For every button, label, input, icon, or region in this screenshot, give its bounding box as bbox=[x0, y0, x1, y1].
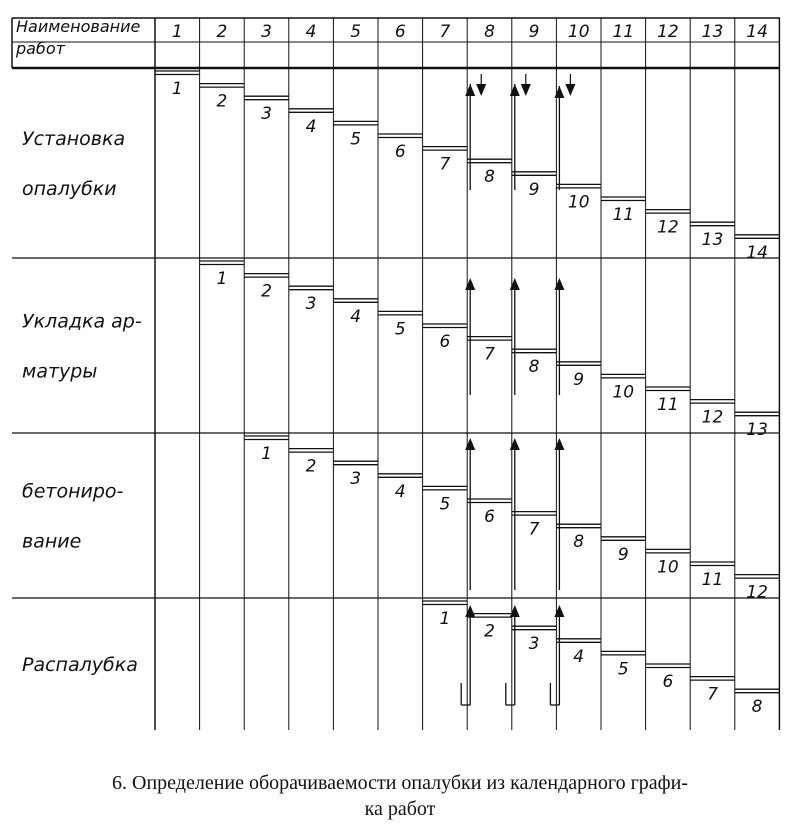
step-number: 5 bbox=[350, 129, 362, 150]
header-name-line2: работ bbox=[16, 39, 65, 58]
step-number: 8 bbox=[528, 357, 540, 378]
caption-line-2: ка работ bbox=[364, 798, 436, 820]
step-number: 12 bbox=[657, 217, 679, 238]
caption-line-1: 6. Определение оборачиваемости опалубки из календарного графи- bbox=[112, 772, 688, 794]
step-number: 6 bbox=[439, 332, 451, 352]
step-number: 12 bbox=[701, 407, 724, 428]
step-number: 7 bbox=[484, 344, 495, 365]
step-number: 4 bbox=[350, 306, 362, 327]
day-number: 1 bbox=[171, 22, 183, 42]
step-number: 1 bbox=[439, 609, 451, 629]
arrow-head bbox=[521, 84, 531, 96]
step-number: 9 bbox=[573, 369, 585, 390]
row-label-line: Установка bbox=[22, 128, 126, 150]
step-number: 8 bbox=[573, 532, 585, 553]
step-number: 9 bbox=[617, 544, 629, 565]
step-number: 8 bbox=[751, 697, 763, 718]
arrow-head bbox=[565, 84, 575, 96]
arrow-head bbox=[476, 84, 486, 96]
step-number: 2 bbox=[305, 456, 317, 477]
day-number: 10 bbox=[567, 22, 590, 42]
row-label-line: Распалубка bbox=[22, 654, 138, 676]
header-name-line1: Наименование bbox=[16, 17, 141, 36]
step-number: 13 bbox=[701, 230, 724, 251]
step-number: 11 bbox=[701, 570, 724, 590]
step-number: 6 bbox=[662, 672, 674, 692]
day-number: 11 bbox=[612, 22, 635, 42]
day-number: 12 bbox=[657, 22, 679, 42]
step-number: 6 bbox=[484, 507, 495, 527]
row-label-line: бетониро- bbox=[22, 480, 124, 503]
day-number: 13 bbox=[701, 22, 724, 42]
step-number: 12 bbox=[746, 582, 768, 603]
day-number: 3 bbox=[261, 22, 272, 42]
day-number: 9 bbox=[528, 22, 540, 42]
step-number: 4 bbox=[573, 646, 585, 667]
step-number: 1 bbox=[261, 444, 272, 464]
turnover-arrows bbox=[461, 74, 575, 705]
day-number: 5 bbox=[350, 22, 362, 42]
step-number: 11 bbox=[612, 205, 635, 225]
step-number: 7 bbox=[528, 519, 540, 540]
day-number: 8 bbox=[484, 22, 495, 42]
step-number: 1 bbox=[171, 79, 183, 99]
step-number: 3 bbox=[350, 469, 362, 490]
figure-caption bbox=[0, 770, 800, 822]
day-number: 7 bbox=[439, 22, 451, 42]
step-number: 3 bbox=[261, 104, 272, 125]
step-number: 4 bbox=[305, 116, 317, 137]
schedule-grid bbox=[12, 18, 780, 730]
step-number: 3 bbox=[528, 634, 540, 655]
step-number: 3 bbox=[305, 294, 317, 315]
step-number: 1 bbox=[216, 269, 228, 289]
step-number: 6 bbox=[394, 142, 406, 162]
row-label-line: Укладка ар- bbox=[22, 310, 142, 333]
step-number: 4 bbox=[394, 481, 406, 502]
day-number: 6 bbox=[394, 22, 406, 42]
step-number: 7 bbox=[439, 154, 451, 175]
step-number: 10 bbox=[612, 382, 635, 403]
step-number: 2 bbox=[484, 621, 495, 642]
step-number: 7 bbox=[707, 684, 718, 705]
step-number: 13 bbox=[746, 420, 768, 441]
row-label-line: матуры bbox=[22, 360, 98, 383]
step-number: 5 bbox=[617, 659, 629, 680]
row-label-line: вание bbox=[22, 530, 82, 553]
step-number: 5 bbox=[439, 494, 451, 515]
step-number: 2 bbox=[261, 281, 272, 302]
step-number: 10 bbox=[567, 192, 590, 213]
step-number: 5 bbox=[394, 319, 406, 340]
step-number: 8 bbox=[484, 167, 495, 188]
day-number: 14 bbox=[746, 22, 768, 42]
step-number: 11 bbox=[657, 395, 679, 415]
row-labels bbox=[22, 128, 142, 676]
day-number: 4 bbox=[305, 22, 317, 42]
day-number: 2 bbox=[216, 22, 228, 42]
table-header bbox=[15, 17, 768, 58]
row-label-line: опалубки bbox=[22, 178, 117, 200]
step-number: 2 bbox=[216, 91, 228, 112]
step-number: 14 bbox=[746, 242, 768, 263]
step-number: 9 bbox=[528, 179, 540, 200]
step-number: 10 bbox=[657, 557, 679, 578]
